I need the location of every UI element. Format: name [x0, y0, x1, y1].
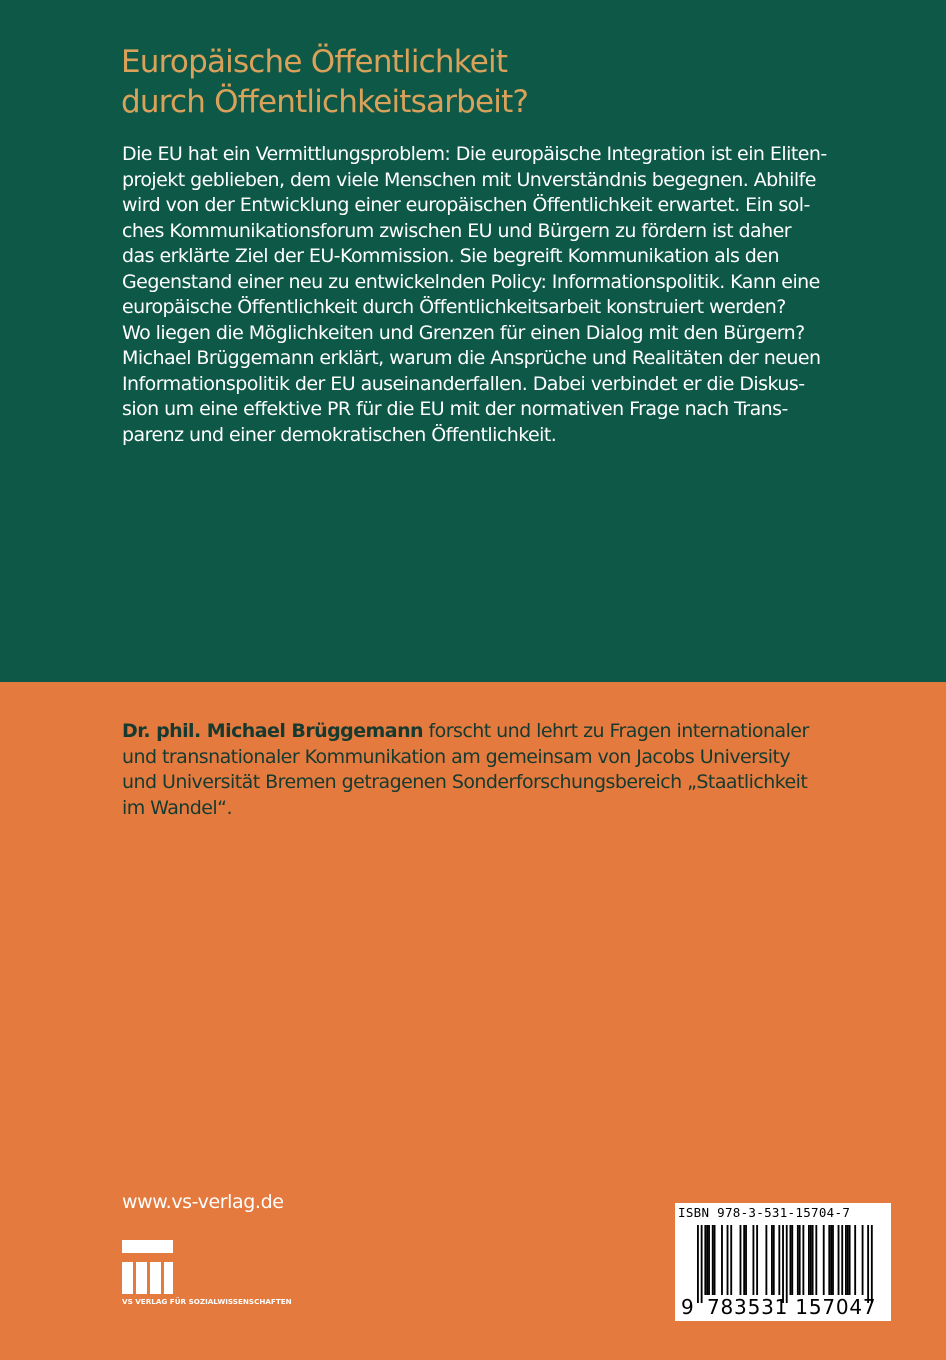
barcode-bar	[721, 1225, 723, 1295]
barcode-bar	[810, 1225, 812, 1295]
barcode-bar	[778, 1225, 780, 1295]
publisher-logo-icon	[122, 1240, 322, 1310]
barcode-bar	[871, 1225, 873, 1303]
publisher-logo	[122, 1240, 322, 1310]
barcode-bar	[808, 1225, 810, 1295]
barcode-bar	[849, 1225, 851, 1295]
barcode-bar	[828, 1225, 830, 1295]
barcode-bar	[753, 1225, 755, 1295]
barcode-bar	[832, 1225, 834, 1295]
title-line-1: Europäische Öffentlichkeit	[121, 44, 508, 80]
blurb-line: Informationspolitik der EU auseinanderfallen. Dabei verbindet er die Diskus-	[122, 372, 805, 395]
barcode-bar	[790, 1225, 792, 1295]
blurb-line: wird von der Entwicklung einer europäischen Öffentlichkeit erwartet. Ein sol-	[122, 194, 810, 216]
author-bio-line: im Wandel“.	[122, 796, 232, 819]
ean-first-digit: 9	[681, 1295, 694, 1319]
barcode-bar	[791, 1225, 793, 1295]
blurb-line: projekt geblieben, dem viele Menschen mit Unverständnis begegnen. Abhilfe	[122, 168, 816, 191]
barcode-bar	[706, 1225, 708, 1295]
book-title	[121, 42, 881, 122]
barcode-bar	[854, 1225, 856, 1295]
barcode-bar	[862, 1225, 864, 1295]
blurb-line: das erklärte Ziel der EU-Kommission. Sie begreift Kommunikation als den	[122, 245, 779, 267]
barcode-bar	[771, 1225, 773, 1295]
title-line-2: durch Öffentlichkeitsarbeit?	[121, 84, 529, 120]
barcode-bar	[773, 1225, 775, 1295]
publisher-logo-text: VS VERLAG FÜR SOZIALWISSENSCHAFTEN	[122, 1297, 292, 1306]
blurb-line: Gegenstand einer neu zu entwickelnden Policy: Informationspolitik. Kann eine	[122, 270, 820, 293]
barcode-bar	[867, 1225, 869, 1303]
blurb-line: Michael Brüggemann erklärt, warum die Ansprüche und Realitäten der neuen	[122, 347, 821, 369]
barcode-bar	[797, 1225, 799, 1295]
barcode-bar	[708, 1225, 710, 1295]
blurb-line: Die EU hat ein Vermittlungsproblem: Die europäische Integration ist ein Eliten-	[122, 143, 827, 165]
barcode-bar	[838, 1225, 840, 1295]
barcode-bar	[765, 1225, 767, 1295]
barcode-bar	[815, 1225, 817, 1295]
author-bio-text: forscht und lehrt zu Fragen internationaler	[423, 720, 809, 742]
barcode-bar	[697, 1225, 699, 1303]
barcode-bar	[727, 1225, 729, 1295]
barcode-bar	[745, 1225, 747, 1295]
barcode-bar	[714, 1225, 716, 1295]
blurb-line: Wo liegen die Möglichkeiten und Grenzen für einen Dialog mit den Bürgern?	[122, 321, 805, 344]
isbn-text: ISBN 978-3-531-15704-7	[678, 1205, 851, 1220]
barcode-bar	[799, 1225, 801, 1295]
author-bio-line-1	[122, 719, 862, 745]
barcode-bar	[701, 1225, 703, 1303]
book-blurb	[122, 142, 862, 448]
blurb-line: europäische Öffentlichkeit durch Öffentlichkeitsarbeit konstruiert werden?	[122, 296, 786, 318]
author-bio-line: und transnationaler Kommunikation am gemeinsam von Jacobs University	[122, 745, 791, 768]
blurb-line: sion um eine effektive PR für die EU mit der normativen Frage nach Trans-	[122, 398, 788, 420]
barcode-bar	[730, 1225, 732, 1295]
barcode-bar	[847, 1225, 849, 1295]
author-bio-line: und Universität Bremen getragenen Sonderforschungsbereich „Staatlichkeit	[122, 771, 808, 793]
barcode-bar	[712, 1225, 714, 1295]
barcode-bar	[845, 1225, 847, 1295]
barcode-bar	[786, 1225, 788, 1303]
barcode-bar	[802, 1225, 804, 1295]
blurb-line: parenz und einer demokratischen Öffentlichkeit.	[122, 423, 557, 446]
ean-digits: 783531 157047	[707, 1295, 877, 1319]
barcode-bar	[830, 1225, 832, 1295]
isbn-barcode	[675, 1203, 891, 1321]
barcode-bar	[743, 1225, 745, 1295]
barcode-bar	[812, 1225, 814, 1295]
barcode-bar	[756, 1225, 758, 1295]
author-name: Dr. phil. Michael Brüggemann	[122, 720, 424, 742]
barcode-bar	[704, 1225, 706, 1295]
barcode-bar	[823, 1225, 825, 1295]
barcode-bar	[841, 1225, 843, 1295]
blurb-line: ches Kommunikationsforum zwischen EU und Bürgern zu fördern ist daher	[122, 219, 792, 242]
barcode-bar	[782, 1225, 784, 1303]
author-bio	[122, 719, 862, 821]
barcode-bar	[740, 1225, 742, 1295]
publisher-url[interactable]: www.vs-verlag.de	[122, 1191, 284, 1213]
